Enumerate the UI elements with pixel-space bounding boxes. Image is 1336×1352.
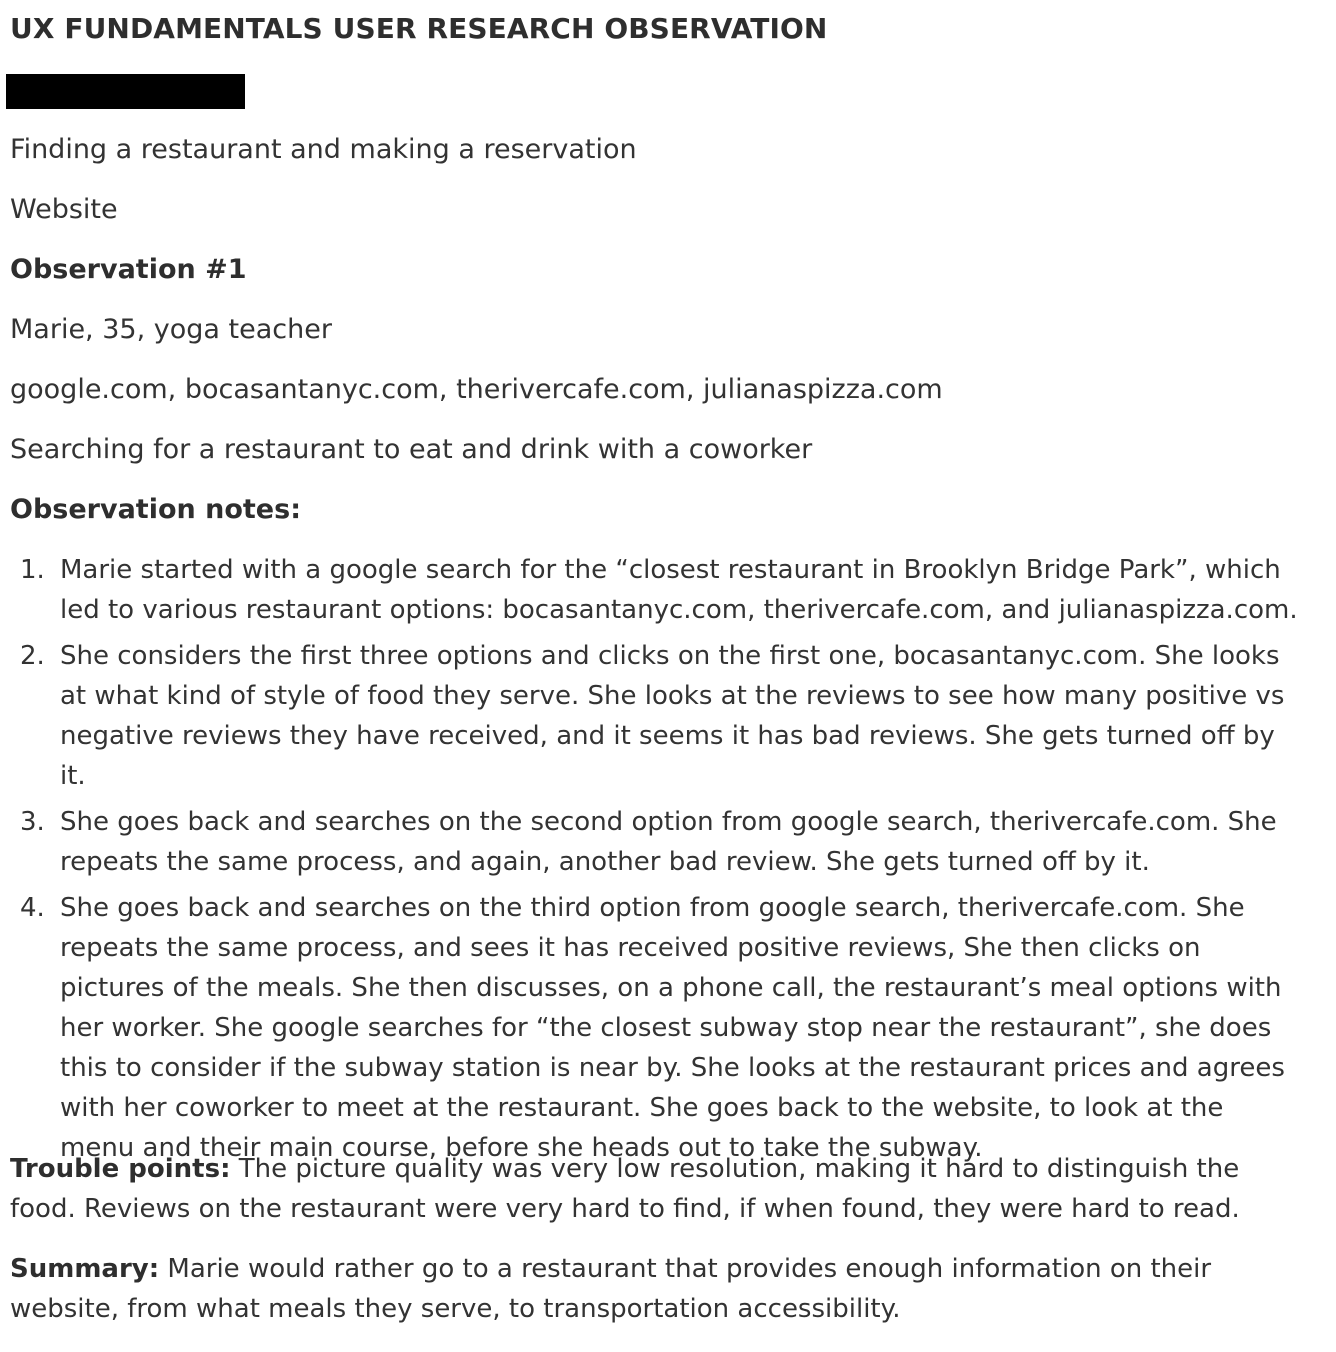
list-item-number: 3. <box>20 807 45 837</box>
summary-label: Summary: <box>10 1254 160 1284</box>
list-item <box>0 888 1300 1168</box>
observation-heading: Observation #1 <box>10 254 247 285</box>
list-item-number: 4. <box>20 893 45 923</box>
notes-heading: Observation notes: <box>10 494 301 525</box>
platform-label: Website <box>10 194 118 225</box>
trouble-points-text: The picture quality was very low resolution, making it hard to distinguish the food. Reviews on the restaurant were very hard to find, if when found, they were hard to read. <box>10 1154 1240 1224</box>
list-item <box>0 802 1300 882</box>
trouble-points-label: Trouble points: <box>10 1154 231 1184</box>
list-item <box>0 550 1300 630</box>
participant-info: Marie, 35, yoga teacher <box>10 314 332 345</box>
list-item <box>0 636 1300 796</box>
task-description: Finding a restaurant and making a reservation <box>10 134 637 165</box>
scenario-description: Searching for a restaurant to eat and drink with a coworker <box>10 434 813 465</box>
websites-list: google.com, bocasantanyc.com, therivercafe.com, julianaspizza.com <box>10 374 943 405</box>
list-item-text: She goes back and searches on the second option from google search, therivercafe.com. She repeats the same process, and again, another bad review. She gets turned off by it. <box>60 807 1277 877</box>
list-item-text: Marie started with a google search for the “closest restaurant in Brooklyn Bridge Park”, which led to various restaurant options: bocasantanyc.com, therivercafe.com, and julianaspizza.com. <box>60 555 1298 625</box>
list-item-number: 1. <box>20 555 45 585</box>
summary-text: Marie would rather go to a restaurant that provides enough information on their website, from what meals they serve, to transportation accessibility. <box>10 1254 1212 1324</box>
summary-paragraph <box>10 1249 1300 1329</box>
list-item-text: She goes back and searches on the third option from google search, therivercafe.com. She repeats the same process, and sees it has received positive reviews, She then clicks on pictures of the meals. She then discusses, on a phone call, the restaurant’s meal options with her worker. She google searches for “the closest subway stop near the restaurant”, she does this to consider if the subway station is near by. She looks at the restaurant prices and agrees with her coworker to meet at the restaurant. She goes back to the website, to look at the menu and their main course, before she heads out to take the subway. <box>60 893 1285 1163</box>
observation-notes-list <box>0 550 1336 1174</box>
redacted-name-block <box>6 74 245 109</box>
trouble-points-paragraph <box>10 1149 1300 1229</box>
document-title: UX FUNDAMENTALS USER RESEARCH OBSERVATION <box>10 12 828 45</box>
list-item-text: She considers the first three options and clicks on the first one, bocasantanyc.com. She looks at what kind of style of food they serve. She looks at the reviews to see how many positive vs negative reviews they have received, and it seems it has bad reviews. She gets turned off by it. <box>60 641 1285 791</box>
list-item-number: 2. <box>20 641 45 671</box>
